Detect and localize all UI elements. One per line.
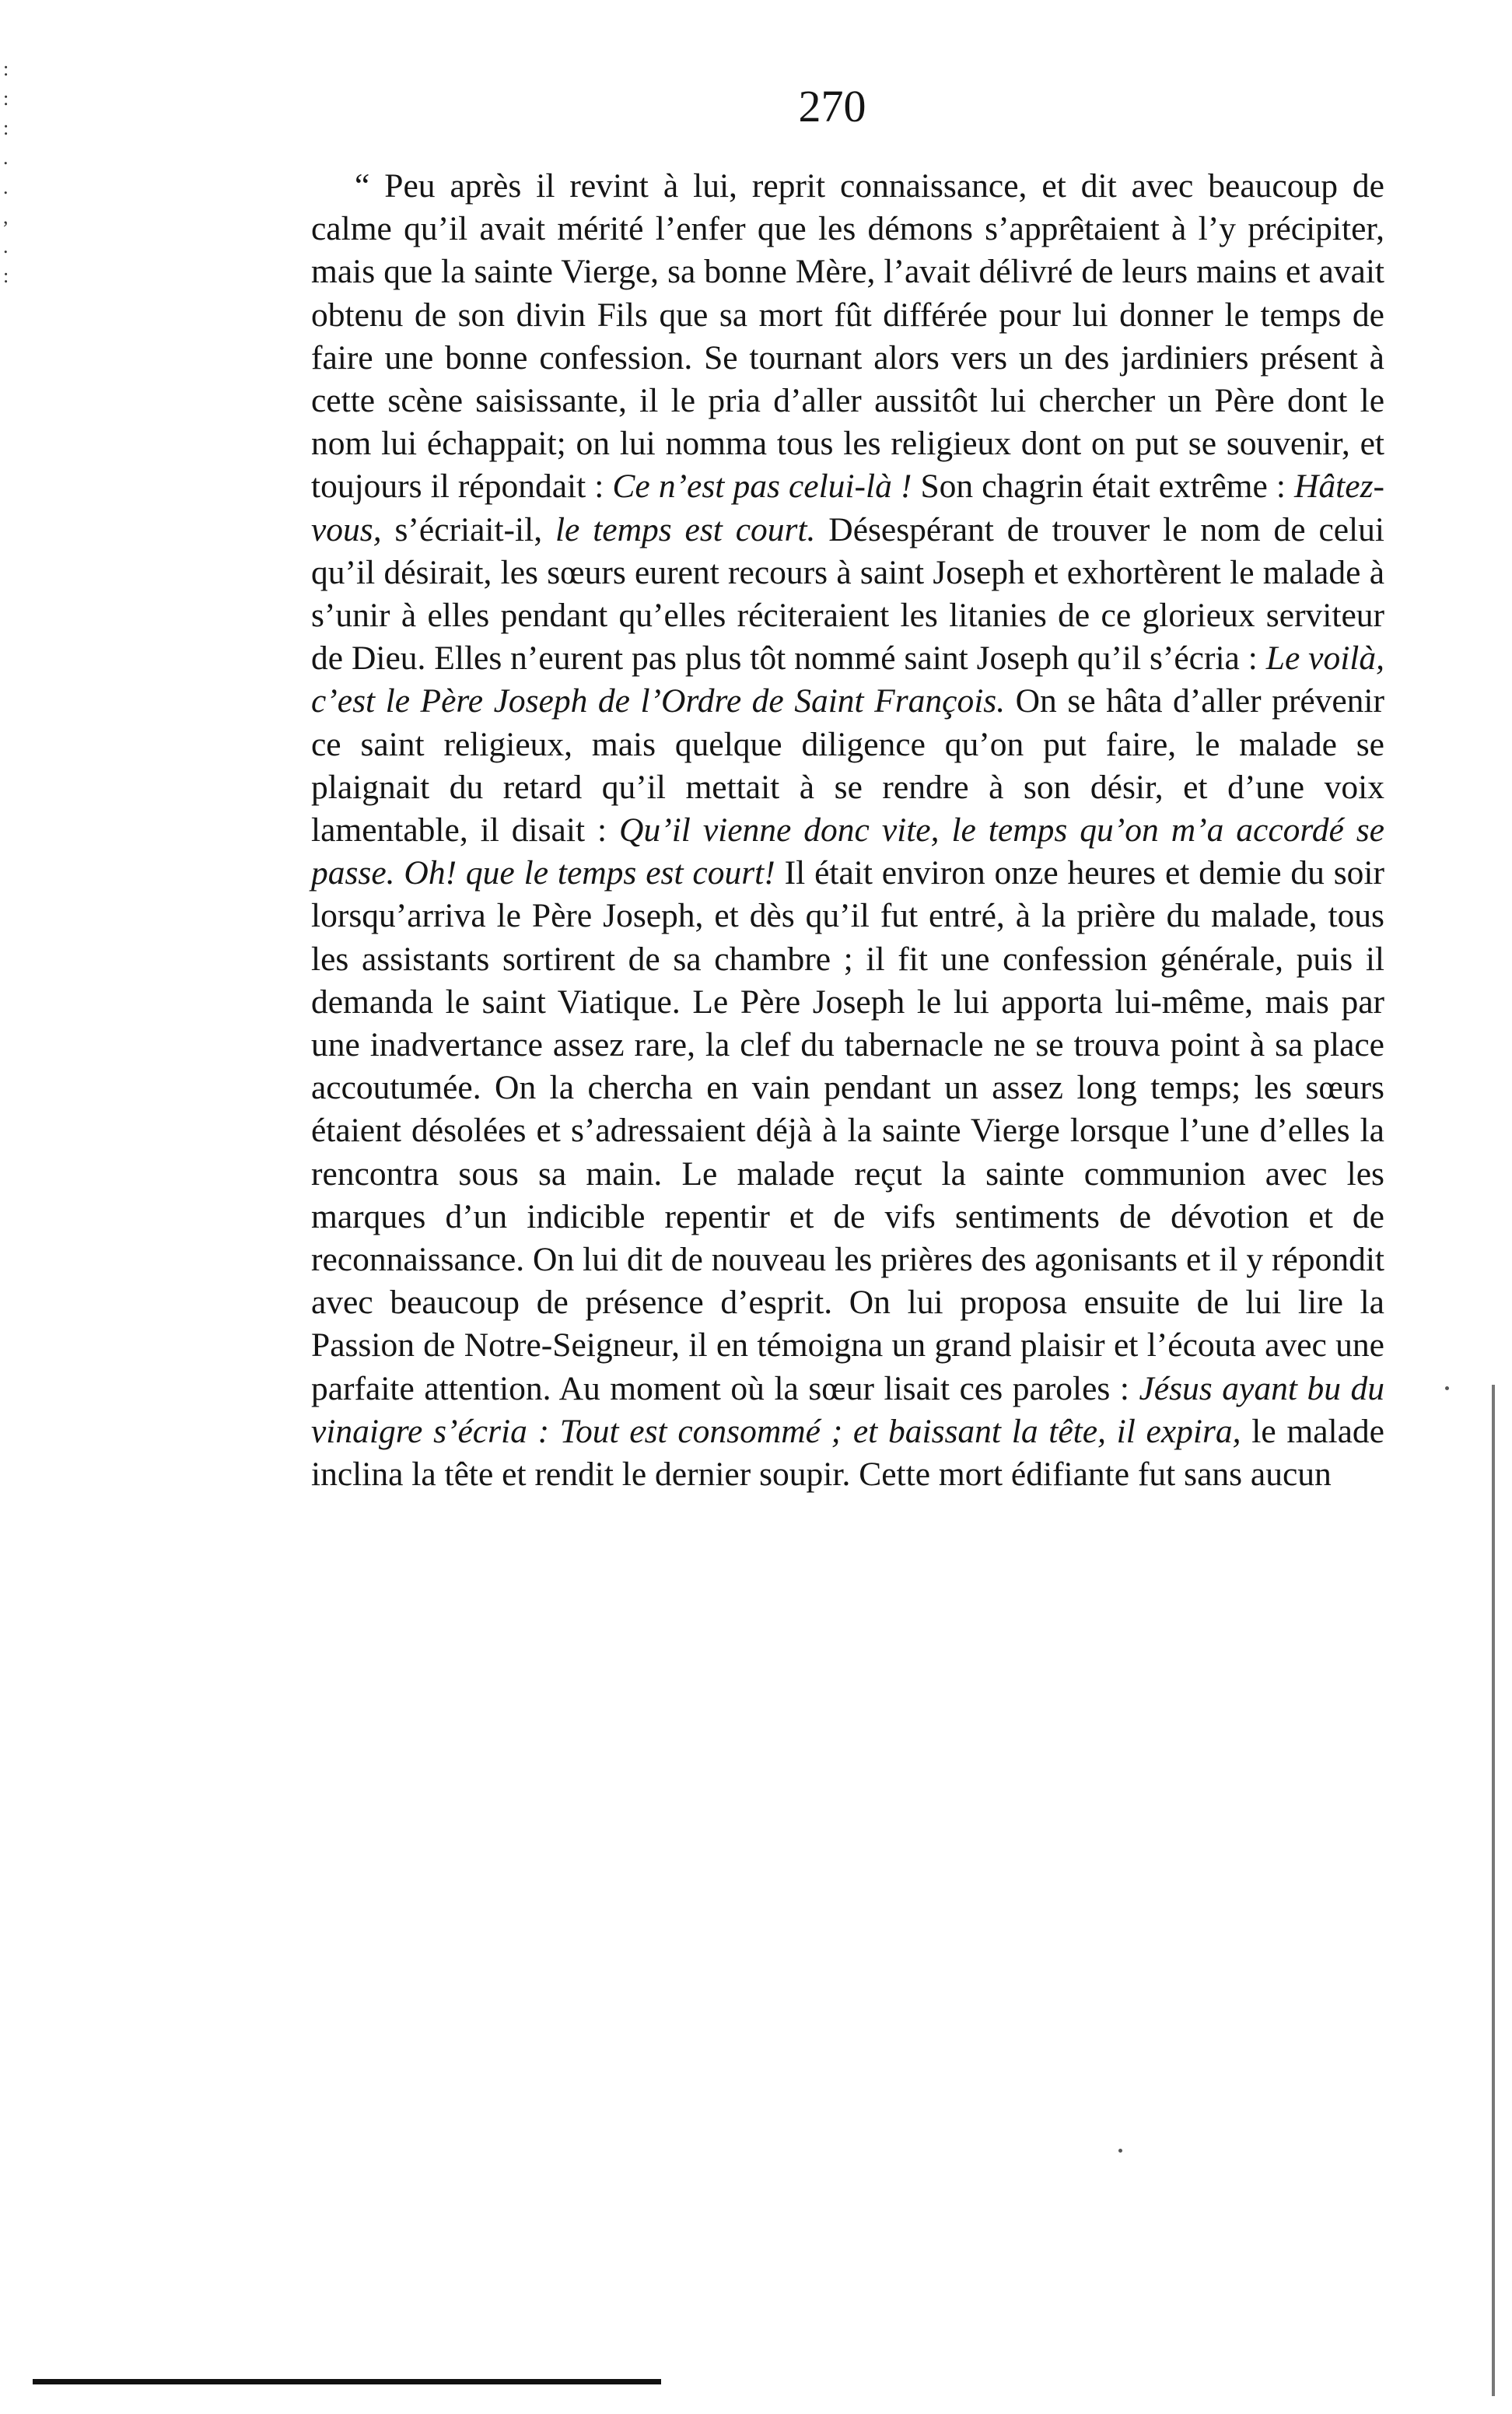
text-run: Il était environ onze heures et demie du soir lorsqu’arriva le Père Joseph, et dès qu’il fut entré, à la prière du malade, tous les assistants sortirent de sa chambre ; il fit une confession générale, puis il demanda le saint Viatique. Le Père Joseph le lui apporta lui-même, mais par une inadvertance assez rare, la clef du tabernacle ne se trouva point à sa place accoutumée. On la chercha en vain pendant un assez long temps; les sœurs étaient désolées et s’adressaient déjà à la sainte Vierge lorsque l’une d’elles la rencontra sous sa main. Le malade reçut la sainte communion avec les marques d’un indicible repentir et de vifs sentiments de dévotion et de reconnaissance. On lui dit de nouveau les prières des agonisants et il y répondit avec beaucoup de présence d’esprit. On lui proposa ensuite de lui lire la Passion de Notre-Seigneur, il en témoigna un grand plaisir et l’écouta avec une parfaite attention. Au moment où la sœur lisait ces paroles : bbox=[311, 854, 1384, 1407]
italic-quote: Le voilà, c’est le Père Joseph de l’Ordre de Saint François. bbox=[311, 639, 1385, 720]
text-run: “ Peu après il revint à lui, reprit connaissance, et dit avec beaucoup de calme qu’il avait mérité l’enfer que les démons s’apprêtaient à l’y précipiter, mais que la sainte Vierge, sa bonne Mère, l’avait délivré de leurs mains et avait obtenu de son divin Fils que sa mort fût différée pour lui donner le temps de faire une bonne confession. Se tournant alors vers un des jardiniers présent à cette scène saisissante, il le pria d’aller aussitôt lui chercher un Père dont le nom lui échappait; on lui nomma tous les religieux dont on put se souvenir, et toujours il répondait : bbox=[311, 167, 1384, 506]
paragraph bbox=[311, 165, 1384, 1496]
page-edge-line bbox=[1492, 1385, 1495, 2396]
italic-quote: Jésus ayant bu du vinaigre s’écria : Tout est consommé ; et baissant la tête, il expira, bbox=[311, 1369, 1384, 1450]
text-run: s’écriait-il, bbox=[381, 510, 555, 548]
ink-speck bbox=[1118, 2149, 1122, 2153]
text-run: On se hâta d’aller prévenir ce saint religieux, mais quelque diligence qu’on put faire, le malade se plaignait du retard qu’il mettait à se rendre à son désir, et d’une voix lamentable, il disait : bbox=[311, 682, 1385, 850]
text-run: Son chagrin était extrême : bbox=[912, 468, 1295, 506]
body-text bbox=[311, 165, 1384, 1496]
text-run: Désespérant de trouver le nom de celui qu’il désirait, les sœurs eurent recours à saint Joseph et exhortèrent le malade à s’unir à elles pendant qu’elles réciteraient les litanies de ce glorieux serviteur de Dieu. Elles n’eurent pas plus tôt nommé saint Joseph qu’il s’écria : bbox=[311, 510, 1384, 678]
text-run: le malade inclina la tête et rendit le dernier soupir. Cette mort édifiante fut sans aucun bbox=[311, 1412, 1384, 1494]
italic-quote: Qu’il vienne donc vite, le temps qu’on m’a accordé se passe. Oh! que le temps est court! bbox=[311, 811, 1384, 892]
italic-quote: le temps est court. bbox=[555, 510, 816, 548]
margin-specks: : : : . . , . : bbox=[3, 58, 9, 287]
page-number: 270 bbox=[798, 81, 866, 131]
italic-quote: Ce n’est pas celui-là ! bbox=[612, 468, 912, 506]
ink-speck bbox=[1445, 1386, 1449, 1390]
italic-quote: Hâtez-vous, bbox=[311, 468, 1384, 548]
bottom-rule bbox=[33, 2379, 661, 2384]
